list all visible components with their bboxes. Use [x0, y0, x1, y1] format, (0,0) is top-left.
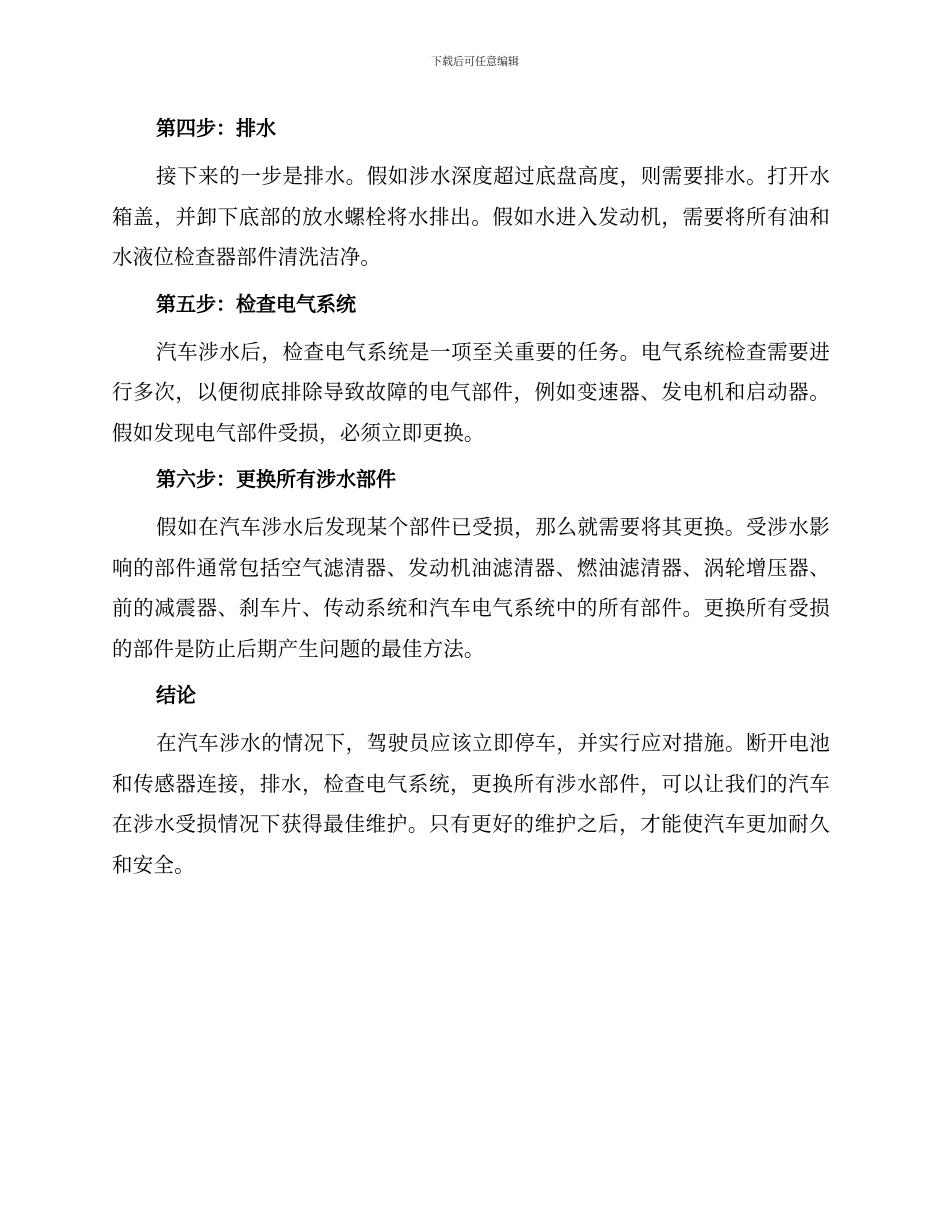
section-conclusion	[112, 675, 830, 885]
section-paragraph: 假如在汽车涉水后发现某个部件已受损，那么就需要将其更换。受涉水影响的部件通常包括空气滤清器、发动机油滤清器、燃油滤清器、涡轮增压器、前的减震器、刹车片、传动系统和汽车电气系统中的所有部件。更换所有受损的部件是防止后期产生问题的最佳方法。	[112, 515, 830, 661]
section-step-6	[112, 459, 830, 669]
section-paragraph: 在汽车涉水的情况下，驾驶员应该立即停车，并实行应对措施。断开电池和传感器连接，排水，检查电气系统，更换所有涉水部件，可以让我们的汽车在涉水受损情况下获得最佳维护。只有更好的维护之后，才能使汽车更加耐久和安全。	[112, 731, 830, 877]
section-heading: 第五步：检查电气系统	[156, 291, 356, 316]
section-heading: 结论	[156, 683, 196, 707]
section-paragraph: 接下来的一步是排水。假如涉水深度超过底盘高度，则需要排水。打开水箱盖，并卸下底部的放水螺栓将水排出。假如水进入发动机，需要将所有油和水液位检查器部件清洗洁净。	[112, 164, 830, 269]
document-body	[112, 108, 830, 891]
section-heading: 第六步：更换所有涉水部件	[156, 467, 396, 491]
page-header: 下载后可任意编辑	[431, 55, 519, 68]
section-paragraph: 汽车涉水后，检查电气系统是一项至关重要的任务。电气系统检查需要进行多次，以便彻底排除导致故障的电气部件，例如变速器、发电机和启动器。假如发现电气部件受损，必须立即更换。	[112, 339, 830, 445]
section-step-5	[112, 284, 830, 454]
section-step-4	[112, 108, 830, 278]
section-heading: 第四步：排水	[156, 116, 276, 140]
